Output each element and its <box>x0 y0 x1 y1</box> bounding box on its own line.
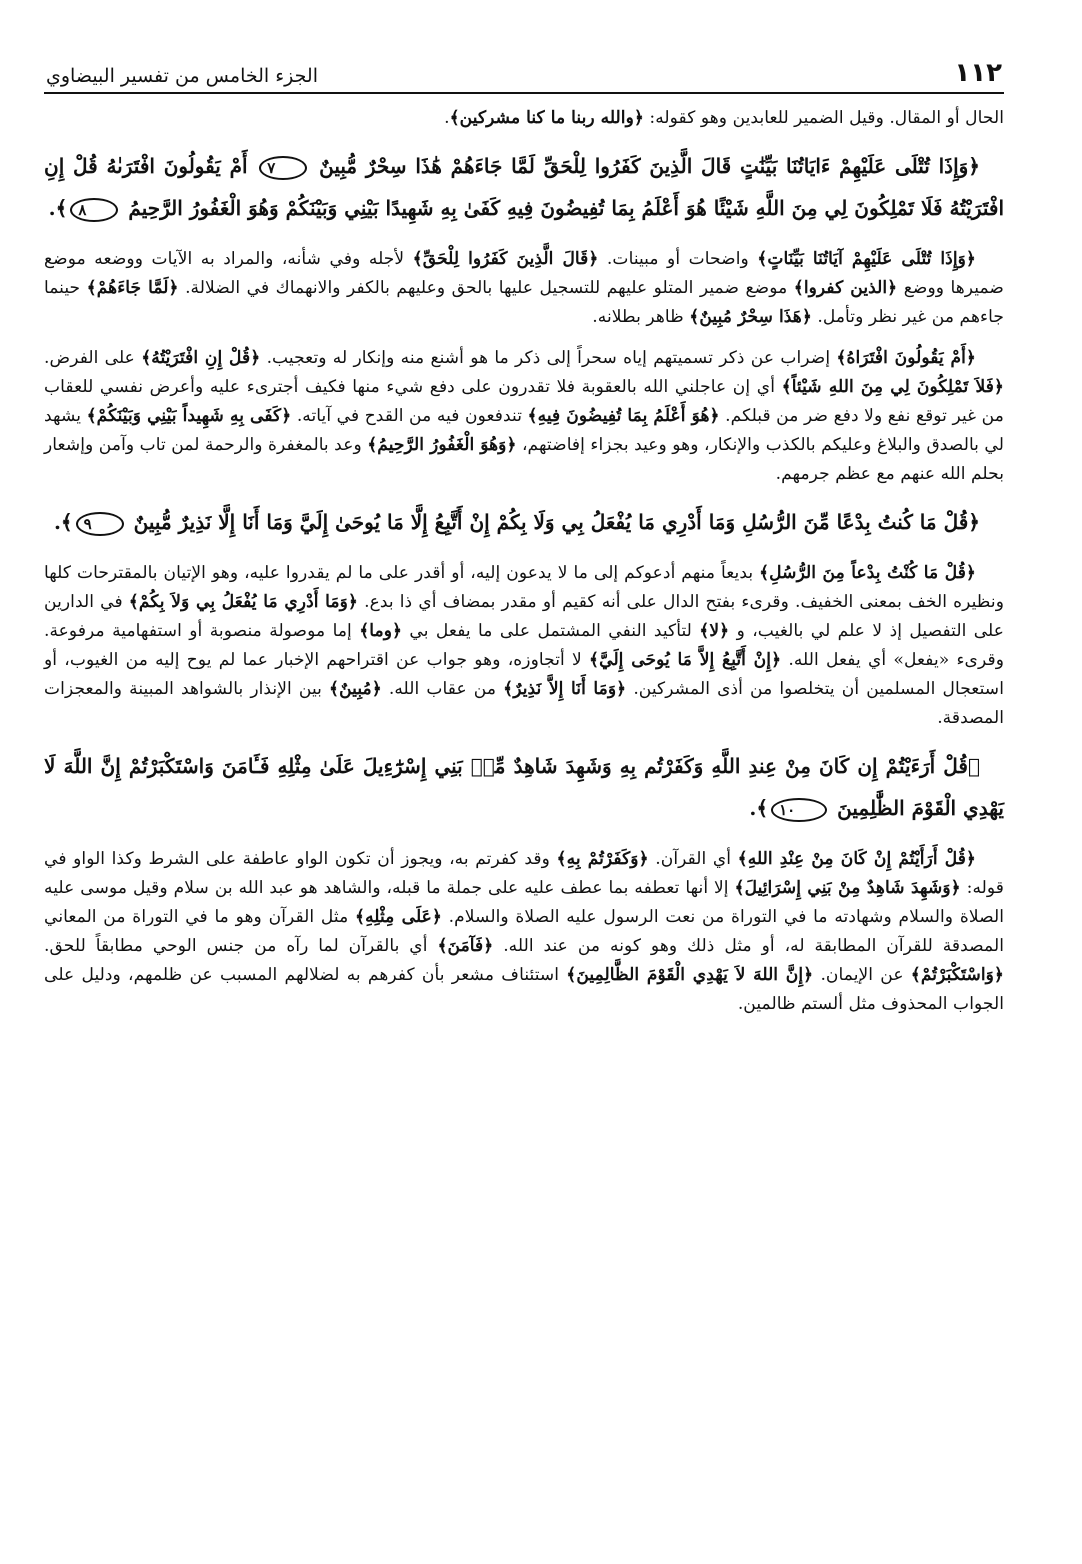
commentary-text: موضع ضمير المتلو عليهم للتسجيل عليها بالحق وعليهم بالكفر والانهماك في الضلالة. <box>178 278 794 298</box>
commentary-text: من عقاب الله. <box>381 679 504 699</box>
commentary-paragraph <box>44 104 1004 133</box>
quoted-verse: ﴿والله ربنا ما كنا مشركين﴾ <box>449 108 644 128</box>
commentary-paragraph <box>44 845 1004 1019</box>
commentary-paragraph <box>44 245 1004 332</box>
commentary-text: . <box>444 108 450 128</box>
commentary-text: استئناف مشعر بأن كفرهم به لضلالهم المسبب عن ظلمهم، ودليل على الجواب المحذوف مثل ألستم ظالمين. <box>44 965 1004 1014</box>
verse-number-badge: ١٠ <box>771 798 827 822</box>
quoted-verse: ﴿وَاسْتَكْبَرْتُمْ﴾ <box>910 965 1004 985</box>
quoted-verse: ﴿لَمَّا جَاءَهُمْ﴾ <box>86 278 179 298</box>
quran-verse-block <box>44 745 1004 829</box>
quoted-verse: ﴿قُلْ أَرَأَيْتُمْ إِنْ كَانَ مِنْ عِنْدِ اللهِ﴾ <box>737 849 976 869</box>
commentary-text: على الفرض. <box>44 348 142 368</box>
commentary-text: أي بالقرآن لما رآه من جنس الوحي مطابقاً للحق. <box>44 936 438 956</box>
quoted-verse: ﴿لا﴾ <box>699 621 730 641</box>
page-body <box>44 104 1004 1019</box>
commentary-text: وعد بالمغفرة والرحمة لمن تاب وآمن وإشعار بحلم الله عنهم مع عظم جرمهم. <box>44 435 1004 484</box>
quoted-verse: ﴿قَالَ الَّذِينَ كَفَرُوا لِلْحَقِّ﴾ <box>412 249 599 269</box>
commentary-text: لأجله وفي شأنه، والمراد به الآيات ووضعه موضع ضميرها ووضع <box>44 249 1005 298</box>
commentary-text: إلا أنها تعطفه بما عطف عليه على جملة ما قبله، والشاهد هو عبد الله بن سلام وقيل موسى عليه الصلاة والسلام وشهادته ما في التوراة من نعت الرسول عليه الصلاة والسلام. <box>44 878 1004 927</box>
page-number: ١١٢ <box>954 58 1002 88</box>
quoted-verse: ﴿وَشَهِدَ شَاهِدٌ مِنْ بَنِي إِسْرَائِيلَ﴾ <box>734 878 961 898</box>
commentary-text: ظاهر بطلانه. <box>592 307 690 327</box>
verse-text: ﴾. <box>48 196 68 220</box>
commentary-text: بين الإنذار بالشواهد المبينة والمعجزات المصدقة. <box>44 679 1004 728</box>
quoted-verse: ﴿مُبِينٌ﴾ <box>329 679 382 699</box>
quoted-verse: ﴿هَذَا سِحْرٌ مُبِينٌ﴾ <box>689 307 812 327</box>
quoted-verse: ﴿الذين كفروا﴾ <box>793 278 898 298</box>
verse-text: ﴿وَإِذَا تُتْلَى عَلَيْهِمْ ءَايَاتُنَا بَيِّنَٰتٍ قَالَ الَّذِينَ كَفَرُوا لِلْحَقِّ لَمَّا جَاءَهُمْ هَٰذَا سِحْرٌ مُّبِينٌ <box>310 154 980 178</box>
quran-verse-block <box>44 145 1004 229</box>
commentary-text: عن الإيمان. <box>813 965 911 985</box>
verse-number-badge: ٨ <box>70 198 118 222</box>
commentary-text: أي القرآن. <box>648 849 738 869</box>
quoted-verse: ﴿قُلْ إِنِ افْتَرَيْتُهُ﴾ <box>141 348 261 368</box>
commentary-text: لا أتجاوزه، وهو جواب عن اقتراحهم الإخبار عما لم يوح إليه من الغيوب، أو استعجال المسلمين أن يتخلصوا من أذى المشركين. <box>44 650 1004 699</box>
quoted-verse: ﴿كَفَى بِهِ شَهِيداً بَيْنِي وَبَيْنَكُمْ﴾ <box>86 406 292 426</box>
quoted-verse: ﴿وَهُوَ الْغَفُورُ الرَّحِيمُ﴾ <box>367 435 517 455</box>
commentary-text: لتأكيد النفي المشتمل على ما يفعل بي <box>402 621 700 641</box>
verse-number-badge: ٧ <box>259 156 307 180</box>
verse-text: ﴿قُلْ أَرَءَيْتُمْ إِن كَانَ مِنْ عِندِ اللَّهِ وَكَفَرْتُم بِهِ وَشَهِدَ شَاهِدٌ مِّنۢ بَنِي إِسْرَٰٓءِيلَ عَلَىٰ مِثْلِهِ فَـَٔامَنَ وَاسْتَكْبَرْتُمْ إِنَّ اللَّهَ لَا يَهْدِي الْقَوْمَ الظَّٰلِمِينَ <box>44 754 1004 820</box>
commentary-paragraph <box>44 559 1004 733</box>
commentary-text: وقد كفرتم به، ويجوز أن تكون الواو عاطفة على الشرط وكذا الواو في قوله: <box>44 849 1004 898</box>
document-page <box>44 50 1004 1031</box>
commentary-text: أي إن عاجلني الله بالعقوبة فلا تقدرون على دفع شيء منها فكيف أجترىء عليه وأعرض نفسي للعقاب من غير توقع نفع ولا دفع ضر من قبلكم. <box>44 377 1004 426</box>
quoted-verse: ﴿قُلْ مَا كُنْتُ بِدْعاً مِنَ الرُّسُلِ﴾ <box>759 563 977 583</box>
quoted-verse: ﴿فَلاَ تَمْلِكُونَ لِي مِنَ اللهِ شَيْئاً﴾ <box>781 377 1004 397</box>
commentary-text: الحال أو المقال. وقيل الضمير للعابدين وهو كقوله: <box>643 108 1004 128</box>
verse-text: أَمْ يَقُولُونَ افْتَرَىٰهُ قُلْ إِنِ افْتَرَيْتُهُ فَلَا تَمْلِكُونَ لِي مِنَ اللَّهِ شَيْئًا هُوَ أَعْلَمُ بِمَا تُفِيضُونَ فِيهِ كَفَىٰ بِهِ شَهِيدًا بَيْنِي وَبَيْنَكُمْ وَهُوَ الْغَفُورُ الرَّحِيمُ <box>44 154 1004 220</box>
quoted-verse: ﴿وَإِذَا تُتْلَى عَلَيْهِمْ آيَاتُنَا بَيِّنَاتٍ﴾ <box>757 249 976 269</box>
commentary-text: في الدارين على التفصيل إذ لا علم لي بالغيب، و <box>44 592 1005 641</box>
quoted-verse: ﴿هُوَ أَعْلَمُ بِمَا تُفِيضُونَ فِيهِ﴾ <box>527 406 720 426</box>
quoted-verse: ﴿وَمَا أَنَا إِلاَّ نَذِيرٌ﴾ <box>503 679 627 699</box>
commentary-text: حينما جاءهم من غير نظر وتأمل. <box>44 278 1004 327</box>
verse-text: ﴿قُلْ مَا كُنتُ بِدْعًا مِّنَ الرُّسُلِ وَمَا أَدْرِي مَا يُفْعَلُ بِي وَلَا بِكُمْ إِنْ أَتَّبِعُ إِلَّا مَا يُوحَىٰ إِلَيَّ وَمَا أَنَا إِلَّا نَذِيرٌ مُّبِينٌ <box>126 510 980 534</box>
verse-text: ﴾. <box>749 796 769 820</box>
commentary-text: إضراب عن ذكر تسميتهم إياه سحراً إلى ذكر ما هو أشنع منه وإنكار له وتعجيب. <box>260 348 837 368</box>
quoted-verse: ﴿وما﴾ <box>359 621 403 641</box>
commentary-text: مثل القرآن وهو ما في التوراة من المعاني المصدقة للقرآن المطابقة له، أو مثل ذلك وهو كونه من عند الله. <box>44 907 1004 956</box>
quoted-verse: ﴿إِنْ أَتَّبِعُ إِلاَّ مَا يُوحَى إِلَيَّ﴾ <box>589 650 782 670</box>
quoted-verse: ﴿أَمْ يَقُولُونَ افْتَرَاهُ﴾ <box>836 348 976 368</box>
quoted-verse: ﴿عَلَى مِثْلِهِ﴾ <box>355 907 442 927</box>
running-title: الجزء الخامس من تفسير البيضاوي <box>46 65 318 87</box>
quoted-verse: ﴿وَمَا أَدْرِي مَا يُفْعَلُ بِي وَلاَ بِكُمْ﴾ <box>128 592 358 612</box>
page-header <box>44 50 1004 94</box>
verse-text: ﴾. <box>53 510 73 534</box>
quoted-verse: ﴿إِنَّ اللهَ لاَ يَهْدِي الْقَوْمَ الظَّالِمِينَ﴾ <box>566 965 814 985</box>
commentary-text: بديعاً منهم أدعوكم إلى ما لا يدعون إليه، أو أقدر على ما لم يقدروا عليه، وهو الإتيان بالمقترحات كلها ونظيره الخف بمعنى الخفيف. وقرىء بفتح الدال على أنه كقيم أو مقدر بمضاف أي ذا بدع. <box>44 563 1004 612</box>
commentary-text: واضحات أو مبينات. <box>598 249 758 269</box>
quran-verse-block <box>44 501 1004 543</box>
commentary-paragraph <box>44 344 1004 489</box>
quoted-verse: ﴿وَكَفَرْتُمْ بِهِ﴾ <box>556 849 649 869</box>
commentary-text: يشهد لي بالصدق والبلاغ وعليكم بالكذب والإنكار، وهو وعيد بجزاء إفاضتهم، <box>44 406 1004 455</box>
verse-number-badge: ٩ <box>76 512 124 536</box>
commentary-text: تندفعون فيه من القدح في آياته. <box>291 406 528 426</box>
commentary-text: إما موصولة منصوبة أو استفهامية مرفوعة. وقرىء «يفعل» أي يفعل الله. <box>44 621 1004 670</box>
quoted-verse: ﴿فَآمَنَ﴾ <box>437 936 494 956</box>
